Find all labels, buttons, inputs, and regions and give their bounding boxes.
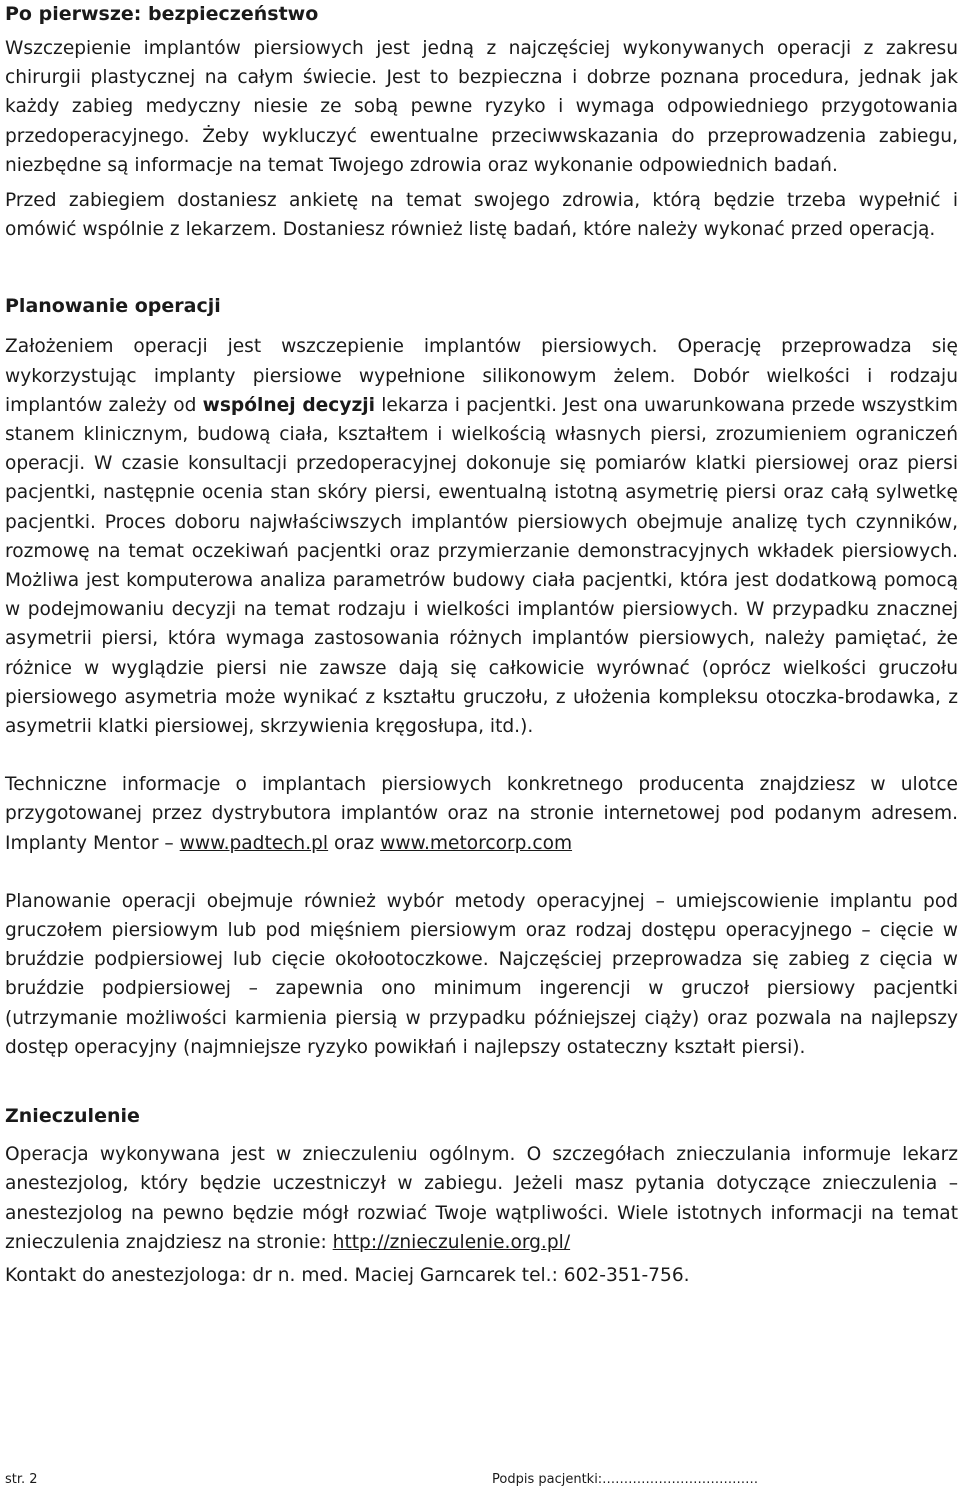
planning-paragraph-2: Planowanie operacji obejmuje również wybór metody operacyjnej – umiejscowienie implantu pod gruczołem piersiowym lub pod mięśniem piersiowym oraz rodzaj dostępu operacyjnego – cięcie w bruździe podpiersiowej lub cięcie okołootoczkowe. Najczęściej przeprowadza się zabieg z cięcia w bruździe podpiersiowej – zapewnia ono minimum ingerencji w gruczoł piersiowy pacjentki (utrzymanie możliwości karmienia piersią w przypadku późniejszej ciąży) oraz pozwala na najlepszy dostęp operacyjny (najmniejsze ryzyko powikłań i najlepszy ostateczny kształt piersi). xyxy=(5,890,958,1058)
safety-paragraph-2: Przed zabiegiem dostaniesz ankietę na temat swojego zdrowia, którą będzie trzeba wypełnić i omówić wspólnie z lekarzem. Dostaniesz również listę badań, które należy wykonać przed operacją. xyxy=(5,190,958,241)
patient-signature-line: Podpis pacjentki:……………………………… xyxy=(492,1472,759,1487)
section-title-anesthesia: Znieczulenie xyxy=(5,1105,140,1128)
section-title-safety: Po pierwsze: bezpieczeństwo xyxy=(5,3,319,25)
section-title-planning: Planowanie operacji xyxy=(5,295,221,318)
anesthesia-text: Operacja wykonywana jest w znieczuleniu ogólnym. O szczegółach znieczulania informuje lekarz anestezjolog, który będzie uczestniczył w zabiegu. Jeżeli masz pytania dotyczące znieczulenia – anestezjolog na pewno będzie mógł rozwiać Twoje wątpliwości. Wiele istotnych informacji na temat znieczulenia znajdziesz na stronie: xyxy=(5,1144,958,1253)
link-metorcorp[interactable]: www.metorcorp.com xyxy=(380,832,573,854)
technical-info-joiner: oraz xyxy=(328,832,381,854)
link-znieczulenie[interactable]: http://znieczulenie.org.pl/ xyxy=(332,1231,571,1253)
document-page xyxy=(5,0,958,1290)
anesthesia-paragraph xyxy=(5,1140,958,1257)
technical-info-paragraph xyxy=(5,770,958,858)
planning-paragraph-1 xyxy=(5,332,958,741)
technical-info-text: Techniczne informacje o implantach piersiowych konkretnego producenta znajdziesz w ulotce przygotowanej przez dystrybutora implantów oraz na stronie internetowej pod podanym adresem. Implanty Mentor – xyxy=(5,774,958,854)
planning-text-rest: lekarza i pacjentki. Jest ona uwarunkowana przede wszystkim stanem klinicznym, budową ciała, kształtem i wielkością własnych piersi, zrozumieniem ograniczeń operacji. W czasie konsultacji przedoperacyjnej dokonuje się pomiarów klatki piersiowej oraz piersi pacjentki, następnie ocenia stan skóry piersi, ewentualną istotną asymetrię piersi oraz całą sylwetkę pacjentki. Proces doboru najwłaściwszych implantów piersiowych obejmuje analizę tych czynników, rozmowę na temat oczekiwań pacjentki oraz przymierzanie demonstracyjnych wkładek piersiowych. Możliwa jest komputerowa analiza parametrów budowy ciała pacjentki, która jest dodatkową pomocą w podejmowaniu decyzji na temat rodzaju i wielkości implantów piersiowych. W przypadku znacznej asymetrii piersi, która wymaga zastosowania różnych implantów piersiowych, należy pamiętać, że różnice w wyglądzie piersi nie zawsze dają się całkowicie wyrównać (oprócz wielkości gruczołu piersiowego asymetria może wynikać z kształtu gruczołu, z ułożenia kompleksu otoczka-brodawka, z asymetrii klatki piersiowej, skrzywienia kręgosłupa, itd.). xyxy=(5,394,959,738)
bold-joint-decision: wspólnej decyzji xyxy=(202,394,376,416)
planning-text-start: Założeniem operacji jest wszczepienie implantów piersiowych. Operację przeprowadza się wykorzystując implanty piersiowe wypełnione silikonowym żelem. Dobór wielkości i rodzaju implantów zależy od xyxy=(5,336,958,416)
link-padtech[interactable]: www.padtech.pl xyxy=(179,832,329,854)
safety-paragraph-1: Wszczepienie implantów piersiowych jest jedną z najczęściej wykonywanych operacji z zakresu chirurgii plastycznej na całym świecie. Jest to bezpieczna i dobrze poznana procedura, jednak jak każdy zabieg medyczny niesie ze sobą pewne ryzyko i wymaga odpowiedniego przygotowania przedoperacyjnego. Żeby wykluczyć ewentualne przeciwwskazania do przeprowadzenia zabiegu, niezbędne są informacje na temat Twojego zdrowia oraz wykonanie odpowiednich badań. xyxy=(5,38,958,176)
anesthesiologist-contact: Kontakt do anestezjologa: dr n. med. Maciej Garncarek tel.: 602-351-756. xyxy=(5,1264,690,1286)
page-number: str. 2 xyxy=(5,1472,38,1487)
